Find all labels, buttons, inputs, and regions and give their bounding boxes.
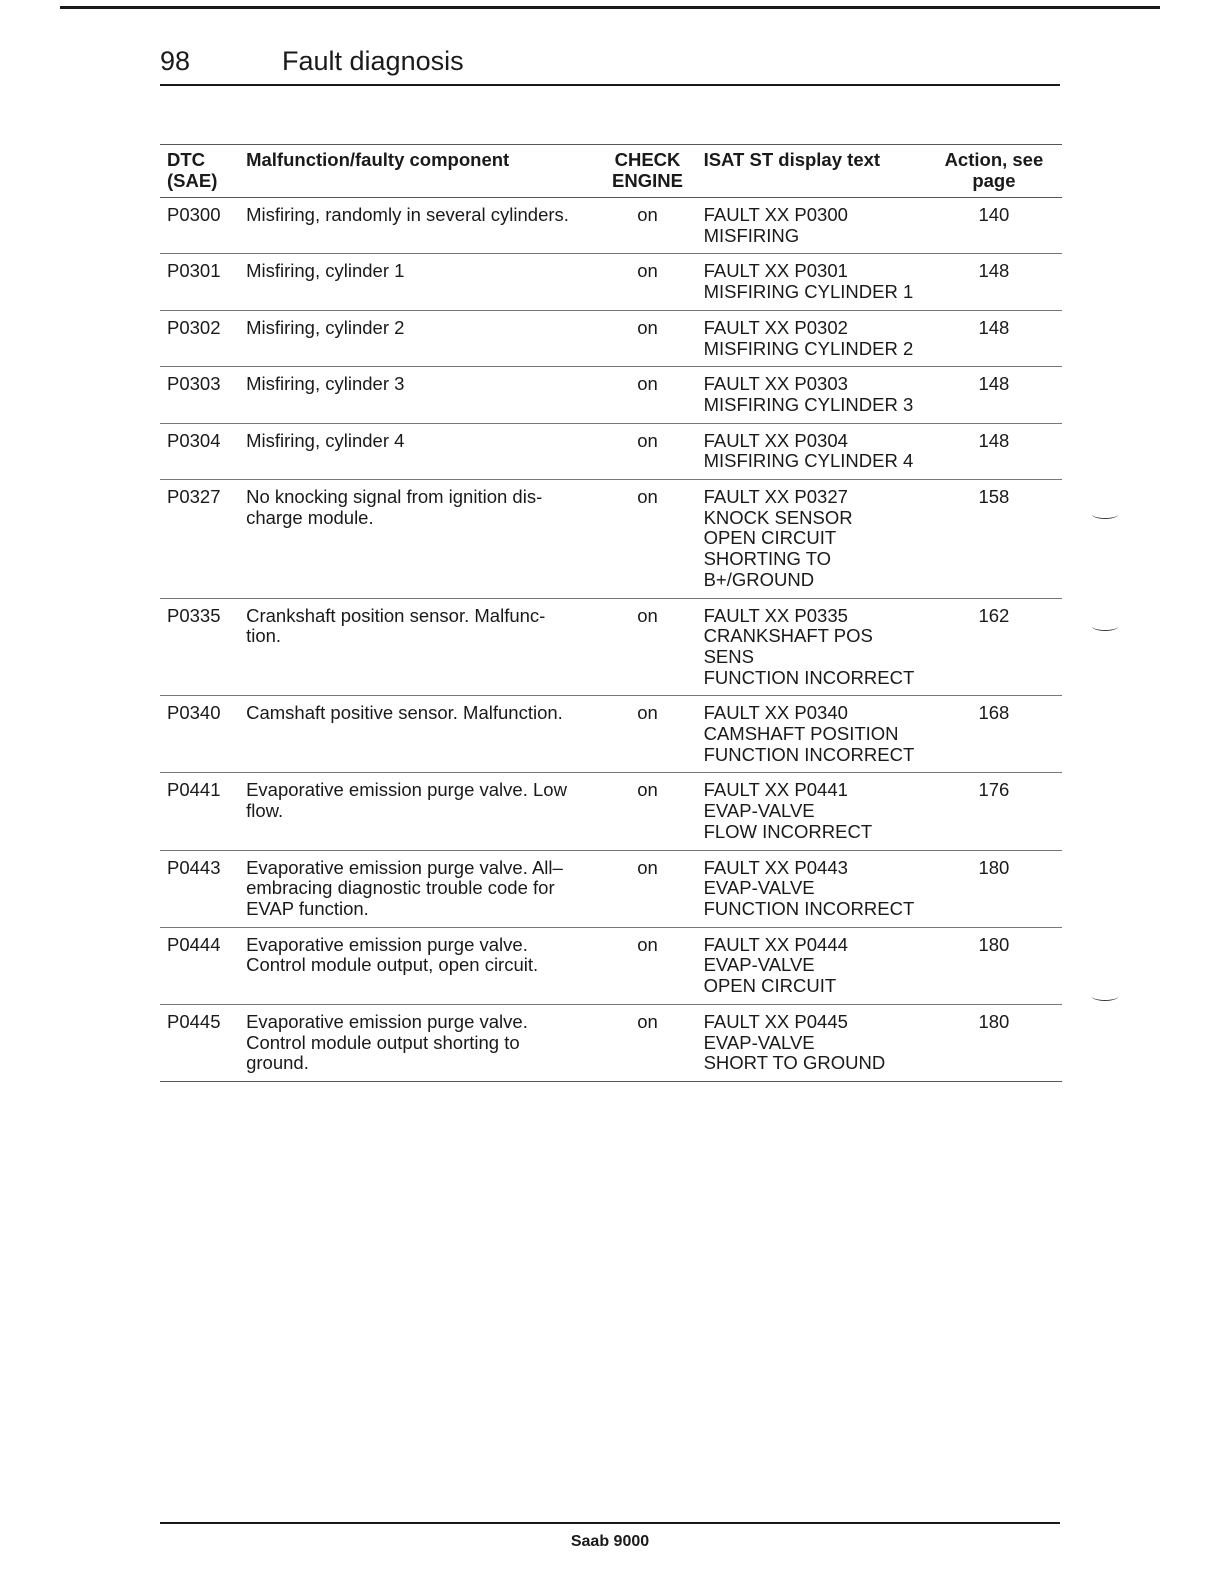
cell-line: FAULT XX P0302	[703, 316, 848, 338]
action-page: 148	[978, 316, 1010, 338]
check-engine-status: on	[637, 779, 658, 801]
cell-line: embracing diagnostic trouble code for	[246, 877, 555, 899]
cell-line: FAULT XX P0304	[703, 429, 848, 451]
cell-line: ISAT ST display text	[703, 149, 881, 170]
isat-display-text	[698, 423, 934, 479]
isat-display-text	[698, 310, 934, 366]
malfunction-text	[246, 1004, 597, 1081]
malfunction-text	[246, 480, 597, 599]
malfunction-text	[246, 773, 597, 850]
malfunction-text	[246, 423, 597, 479]
dtc-table	[160, 144, 1062, 1082]
dtc-code: P0302	[167, 316, 221, 338]
cell-line: Evaporative emission purge valve. All–	[246, 856, 563, 878]
isat-display-text	[698, 254, 934, 310]
malfunction-text	[246, 310, 597, 366]
dtc-code: P0300	[167, 204, 221, 225]
isat-display-text	[698, 773, 934, 850]
malfunction-text	[246, 198, 597, 254]
header-dtc	[160, 145, 246, 198]
cell-line: MISFIRING CYLINDER 1	[703, 281, 914, 303]
dtc-code: P0301	[167, 260, 221, 282]
header-action-page	[934, 145, 1062, 198]
cell-line: CHECK	[614, 149, 681, 170]
header-isat	[698, 145, 934, 198]
table-row	[160, 927, 1062, 1004]
table-row	[160, 254, 1062, 310]
cell-line: OPEN CIRCUIT	[703, 975, 837, 997]
action-page: 180	[978, 856, 1010, 878]
table-row	[160, 696, 1062, 773]
cell-line: Control module output, open circuit.	[246, 954, 539, 976]
cell-line: Evaporative emission purge valve. Low	[246, 779, 567, 801]
cell-line: SHORTING TO	[703, 548, 832, 570]
cell-line: MISFIRING CYLINDER 2	[703, 337, 914, 359]
cell-line: FLOW INCORRECT	[703, 820, 873, 842]
cell-line: charge module.	[246, 506, 374, 528]
cell-line: B+/GROUND	[703, 568, 815, 590]
check-engine-status: on	[637, 204, 658, 225]
cell-line: Misfiring, cylinder 3	[246, 373, 405, 395]
dtc-code: P0340	[167, 702, 221, 724]
malfunction-text	[246, 254, 597, 310]
header-rule	[160, 84, 1060, 86]
action-page: 158	[978, 486, 1010, 508]
cell-line: DTC	[167, 149, 206, 170]
isat-display-text	[698, 927, 934, 1004]
table-row	[160, 367, 1062, 423]
cell-line: EVAP-VALVE	[703, 800, 815, 822]
header-check-engine	[597, 145, 697, 198]
table-row	[160, 598, 1062, 696]
isat-display-text	[698, 696, 934, 773]
malfunction-text	[246, 850, 597, 927]
action-page: 180	[978, 1010, 1010, 1032]
cell-line: Control module output shorting to	[246, 1031, 520, 1053]
table-row	[160, 773, 1062, 850]
cell-line: CRANKSHAFT POS	[703, 625, 873, 647]
cell-line: ground.	[246, 1052, 309, 1074]
table-body	[160, 198, 1062, 1082]
cell-line: MISFIRING CYLINDER 3	[703, 393, 914, 415]
check-engine-status: on	[637, 316, 658, 338]
cell-line: FAULT XX P0441	[703, 779, 848, 801]
cell-line: flow.	[246, 800, 284, 822]
footer-text: Saab 9000	[570, 1533, 650, 1550]
action-page: 162	[978, 604, 1010, 626]
cell-line: Misfiring, randomly in several cylinders.	[246, 204, 569, 225]
check-engine-status: on	[637, 260, 658, 282]
malfunction-text	[246, 927, 597, 1004]
cell-line: Malfunction/faulty component	[246, 149, 510, 170]
cell-line: tion.	[246, 625, 282, 647]
cell-line: FAULT XX P0445	[703, 1010, 848, 1032]
cell-line: SHORT TO GROUND	[703, 1052, 886, 1074]
cell-line: FUNCTION INCORRECT	[703, 666, 915, 688]
isat-display-text	[698, 367, 934, 423]
check-engine-status: on	[637, 604, 658, 626]
cell-line: (SAE)	[167, 169, 218, 191]
dtc-code: P0327	[167, 486, 221, 508]
isat-display-text	[698, 598, 934, 696]
action-page: 180	[978, 933, 1010, 955]
cell-line: FAULT XX P0300	[703, 204, 848, 225]
check-engine-status: on	[637, 933, 658, 955]
cell-line: page	[972, 169, 1016, 191]
table-row	[160, 310, 1062, 366]
dtc-code: P0443	[167, 856, 221, 878]
dtc-code: P0444	[167, 933, 221, 955]
action-page: 148	[978, 260, 1010, 282]
cell-line: Crankshaft position sensor. Malfunc-	[246, 604, 546, 626]
table-header-row	[160, 145, 1062, 198]
table-header	[160, 145, 1062, 198]
dtc-code: P0335	[167, 604, 221, 626]
check-engine-status: on	[637, 429, 658, 451]
cell-line: FAULT XX P0327	[703, 486, 848, 508]
cell-line: FAULT XX P0444	[703, 933, 848, 955]
cell-line: Evaporative emission purge valve.	[246, 1010, 528, 1032]
dtc-code: P0304	[167, 429, 221, 451]
header-malfunction	[246, 145, 597, 198]
action-page: 168	[978, 702, 1010, 724]
cell-line: FUNCTION INCORRECT	[703, 743, 915, 765]
malfunction-text	[246, 598, 597, 696]
isat-display-text	[698, 1004, 934, 1081]
malfunction-text	[246, 367, 597, 423]
cell-line: Misfiring, cylinder 4	[246, 429, 405, 451]
isat-display-text	[698, 480, 934, 599]
malfunction-text	[246, 696, 597, 773]
dtc-code: P0445	[167, 1010, 221, 1032]
dtc-code: P0303	[167, 373, 221, 395]
cell-line: MISFIRING CYLINDER 4	[703, 450, 914, 472]
check-engine-status: on	[637, 856, 658, 878]
action-page: 176	[978, 779, 1010, 801]
cell-line: Camshaft positive sensor. Malfunction.	[246, 702, 563, 724]
check-engine-status: on	[637, 1010, 658, 1032]
table-row	[160, 480, 1062, 599]
section-title: Fault diagnosis	[282, 46, 464, 76]
cell-line: FAULT XX P0340	[703, 702, 848, 724]
cell-line: Misfiring, cylinder 1	[246, 260, 405, 282]
cell-line: ENGINE	[612, 169, 683, 191]
cell-line: EVAP function.	[246, 897, 369, 919]
isat-display-text	[698, 850, 934, 927]
cell-line: EVAP-VALVE	[703, 954, 815, 976]
footer-rule	[160, 1522, 1060, 1524]
cell-line: EVAP-VALVE	[703, 877, 815, 899]
cell-line: FAULT XX P0301	[703, 260, 848, 282]
margin-mark	[1092, 992, 1118, 1001]
table-row	[160, 198, 1062, 254]
cell-line: FAULT XX P0335	[703, 604, 848, 626]
margin-mark	[1092, 510, 1118, 519]
margin-mark	[1092, 622, 1118, 631]
cell-line: FAULT XX P0303	[703, 373, 848, 395]
cell-line: SENS	[703, 645, 754, 667]
table-row	[160, 1004, 1062, 1081]
top-rule	[60, 6, 1160, 9]
cell-line: Misfiring, cylinder 2	[246, 316, 405, 338]
cell-line: FAULT XX P0443	[703, 856, 848, 878]
cell-line: KNOCK SENSOR	[703, 506, 853, 528]
action-page: 140	[978, 204, 1010, 225]
cell-line: MISFIRING	[703, 224, 800, 246]
check-engine-status: on	[637, 373, 658, 395]
cell-line: No knocking signal from ignition dis-	[246, 486, 543, 508]
cell-line: EVAP-VALVE	[703, 1031, 815, 1053]
cell-line: Evaporative emission purge valve.	[246, 933, 528, 955]
action-page: 148	[978, 429, 1010, 451]
isat-display-text	[698, 198, 934, 254]
cell-line: CAMSHAFT POSITION	[703, 723, 899, 745]
table-row	[160, 423, 1062, 479]
check-engine-status: on	[637, 702, 658, 724]
cell-line: Action, see	[944, 149, 1044, 170]
cell-line: FUNCTION INCORRECT	[703, 897, 915, 919]
cell-line: OPEN CIRCUIT	[703, 527, 837, 549]
page-number: 98	[160, 46, 191, 76]
table-row	[160, 850, 1062, 927]
check-engine-status: on	[637, 486, 658, 508]
dtc-code: P0441	[167, 779, 221, 801]
action-page: 148	[978, 373, 1010, 395]
